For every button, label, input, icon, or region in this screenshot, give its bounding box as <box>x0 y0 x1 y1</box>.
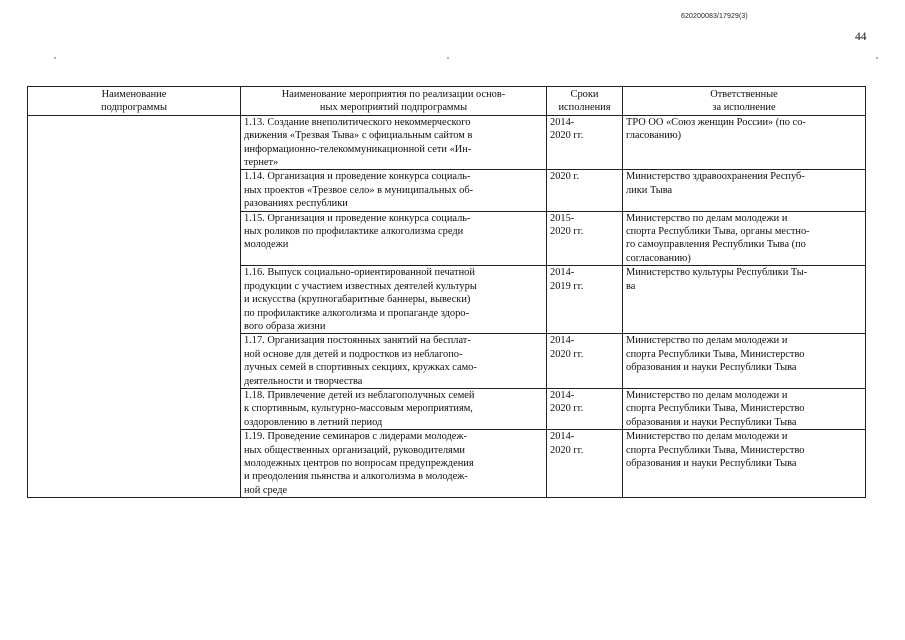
cell-event: 1.15. Организация и проведение конкурса социаль- ных роликов по профилактике алкоголизма среди молодежи <box>241 211 547 266</box>
scan-dot <box>447 57 449 59</box>
cell-term: 2014- 2020 гг. <box>547 388 623 429</box>
table-row <box>28 115 866 170</box>
scan-dot <box>54 57 56 59</box>
cell-event: 1.18. Привлечение детей из неблагополучных семей к спортивным, культурно-массовым мероприятиям, оздоровлению в летний период <box>241 388 547 429</box>
cell-term: 2015- 2020 гг. <box>547 211 623 266</box>
cell-term: 2014- 2020 гг. <box>547 430 623 498</box>
cell-responsible: Министерство по делам молодежи и спорта Республики Тыва, Министерство образования и науки Республики Тыва <box>623 334 866 389</box>
cell-responsible: Министерство по делам молодежи и спорта Республики Тыва, Министерство образования и науки Республики Тыва <box>623 430 866 498</box>
column-header-responsible: Ответственные за исполнение <box>623 87 866 116</box>
cell-subprogram <box>28 115 241 497</box>
document-code: 620200083/17929(3) <box>681 13 748 20</box>
cell-responsible: Министерство по делам молодежи и спорта Республики Тыва, органы местно- го самоуправления Республики Тыва (по согласованию) <box>623 211 866 266</box>
cell-event: 1.14. Организация и проведение конкурса социаль- ных проектов «Трезвое село» в муниципальных об- разованиях республики <box>241 170 547 211</box>
cell-responsible: Министерство по делам молодежи и спорта Республики Тыва, Министерство образования и науки Республики Тыва <box>623 388 866 429</box>
cell-event: 1.13. Создание внеполитического некоммерческого движения «Трезвая Тыва» с официальным сайтом в информационно-телекоммуникационной сети «Ин- тернет» <box>241 115 547 170</box>
column-header-event: Наименование мероприятия по реализации основ- ных мероприятий подпрограммы <box>241 87 547 116</box>
cell-event: 1.19. Проведение семинаров с лидерами молодеж- ных общественных организаций, руководителями молодежных центров по вопросам предупреждения и преодоления пьянства и алкоголизма в молодеж- ной среде <box>241 430 547 498</box>
column-header-subprogram: Наименование подпрограммы <box>28 87 241 116</box>
cell-event: 1.17. Организация постоянных занятий на бесплат- ной основе для детей и подростков из неблагопо- лучных семей в спортивных секциях, кружках само- деятельности и творчества <box>241 334 547 389</box>
scan-dot <box>876 57 878 59</box>
table-body <box>28 115 866 497</box>
cell-term: 2020 г. <box>547 170 623 211</box>
cell-responsible: Министерство здравоохранения Респуб- лики Тыва <box>623 170 866 211</box>
column-header-term: Сроки исполнения <box>547 87 623 116</box>
cell-responsible: ТРО ОО «Союз женщин России» (по со- гласованию) <box>623 115 866 170</box>
events-table <box>27 86 866 498</box>
cell-term: 2014- 2020 гг. <box>547 115 623 170</box>
table-header-row <box>28 87 866 116</box>
page-number: 44 <box>855 31 867 43</box>
cell-term: 2014- 2019 гг. <box>547 266 623 334</box>
cell-event: 1.16. Выпуск социально-ориентированной печатной продукции с участием известных деятелей культуры и искусства (крупногабаритные баннеры, вывески) по профилактике алкоголизма и пропаганде здоро- вого образа жизни <box>241 266 547 334</box>
cell-responsible: Министерство культуры Республики Ты- ва <box>623 266 866 334</box>
cell-term: 2014- 2020 гг. <box>547 334 623 389</box>
